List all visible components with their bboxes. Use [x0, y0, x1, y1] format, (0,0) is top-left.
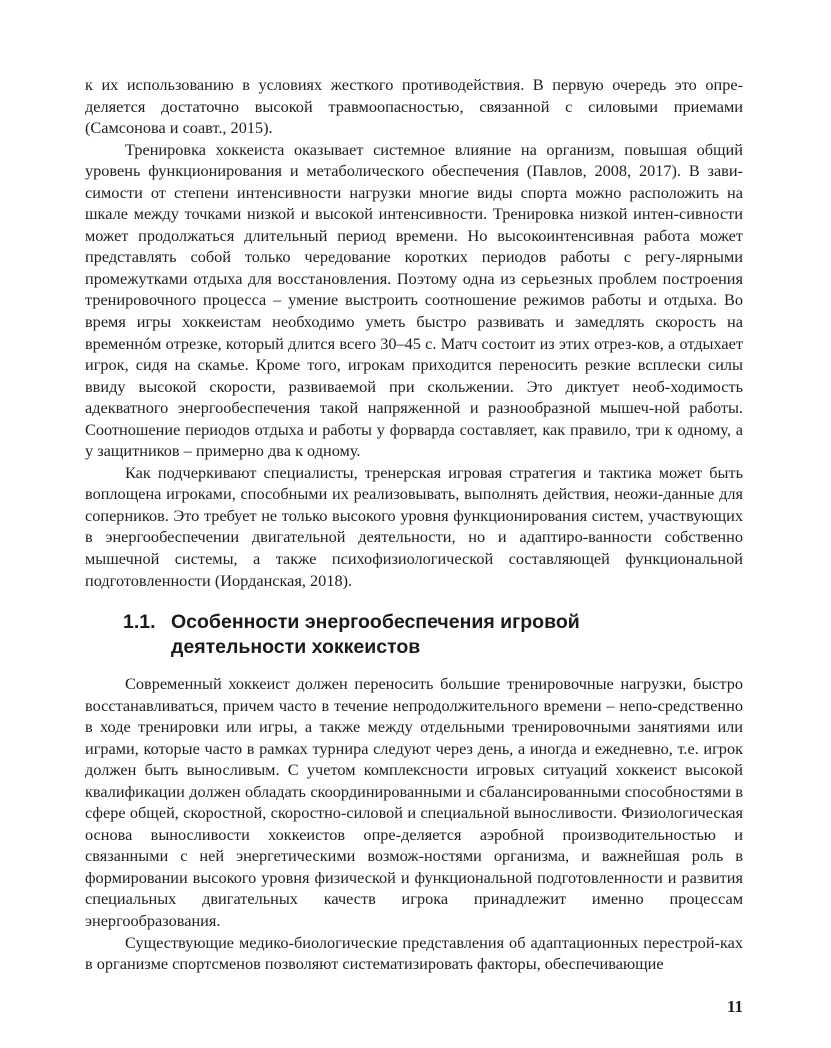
paragraph-modern-player: Современный хоккеист должен переносить большие тренировочные нагрузки, быстро восстанавливаться, причем часто в течение непродолжительного времени – непо-средственно в ходе тренировки или игры, а также между отдельными тренировочными занятиями или играми, которые часто в рамках турнира следуют через день, а иногда и ежедневно, т.е. игрок должен быть выносливым. С учетом комплексности игровых ситуаций хоккеист высокой квалификации должен обладать скоординированными и сбалансированными способностями в сфере общей, скоростной, скоростно-силовой и специальной выносливости. Физиологическая основа выносливости хоккеистов опре-деляется аэробной производительностью и связанными с ней энергетическими возмож-ностями организма, и важнейшая роль в формировании высокого уровня физической и функциональной подготовленности и развития специальных двигательных качеств игрока принадлежит именно процессам энергообразования. — [85, 674, 743, 931]
paragraph-coaching-strategy: Как подчеркивают специалисты, тренерская игровая стратегия и тактика может быть воплощена игроками, способными их реализовывать, выполнять действия, неожи-данные для соперников. Это требует не только высокого уровня функционирования систем, участвующих в энергообеспечении двигательной деятельности, но и адаптиро-ванности собственно мышечной системы, а также психофизиологической составляющей функциональной подготовленности (Иорданская, 2018). — [85, 462, 743, 590]
section-heading — [123, 610, 683, 660]
section-number: 1.1. — [123, 611, 156, 633]
section-title-line1: Особенности энергообеспечения игровой — [171, 611, 580, 633]
paragraph-training-influence: Тренировка хоккеиста оказывает системное влияние на организм, повышая общий уровень функционирования и метаболического обеспечения (Павлов, 2008, 2017). В зави-симости от степени интенсивности нагрузки многие виды спорта можно расположить на шкале между точками низкой и высокой интенсивности. Тренировка низкой интен-сивности может продолжаться длительный период времени. Но высокоинтенсивная работа может представлять собой только чередование коротких периодов работы с регу-лярными промежутками отдыха для восстановления. Поэтому одна из серьезных проблем построения тренировочного процесса – умение выстроить соотношение режимов работы и отдыха. Во время игры хоккеистам необходимо уметь быстро развивать и замедлять скорость на временнóм отрезке, который длится всего 30–45 с. Матч состоит из этих отрез-ков, а отдыхает игрок, сидя на скамье. Кроме того, игрокам приходится переносить резкие всплески силы ввиду высокой скорости, развиваемой при скольжении. Это диктует необ-ходимость адекватного энергообеспечения такой напряженной и разнообразной мышеч-ной работы. Соотношение периодов отдыха и работы у форварда составляет, как правило, три к одному, а у защитников – примерно два к одному. — [85, 139, 743, 461]
section-body — [85, 673, 743, 975]
page-body — [85, 74, 743, 974]
paragraph-adaptation: Существующие медико-биологические представления об адаптационных перестрой-ках в организме спортсменов позволяют систематизировать факторы, обеспечивающие — [85, 932, 743, 974]
page-number: 11 — [726, 997, 743, 1016]
paragraph-continuation: к их использованию в условиях жесткого противодействия. В первую очередь это опре-деляется достаточно высокой травмоопасностью, связанной с силовыми приемами (Самсонова и соавт., 2015). — [85, 75, 743, 138]
section-title-line2: деятельности хоккеистов — [171, 636, 421, 658]
